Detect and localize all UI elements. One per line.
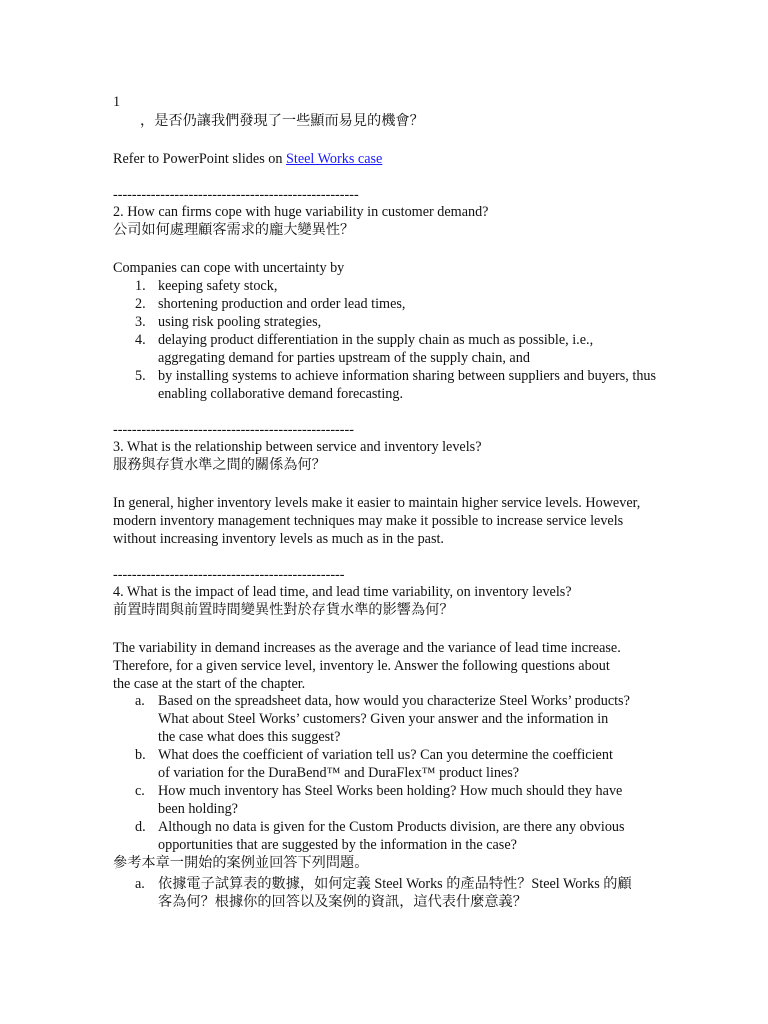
list-letter: c. [135, 783, 145, 799]
list-item-continued: the case what does this suggest? [158, 729, 341, 745]
list-item-continued: been holding? [158, 801, 238, 817]
list-item: delaying product differentiation in the supply chain as much as possible, i.e., [158, 332, 594, 348]
list-item-continued: What about Steel Works’ customers? Given your answer and the information in [158, 711, 609, 727]
list-item: How much inventory has Steel Works been holding? How much should they have [158, 783, 623, 799]
list-letter: a. [135, 693, 145, 709]
page-number: 1 [113, 94, 121, 110]
list-item: What does the coefficient of variation tell us? Can you determine the coefficient [158, 747, 613, 763]
q2-chinese: 公司如何處理顧客需求的龐大變異性？ [113, 222, 355, 238]
list-number: 2. [135, 296, 146, 312]
list-letter: b. [135, 747, 146, 763]
q4-chinese-intro: 參考本章一開始的案例並回答下列問題。 [113, 855, 369, 871]
list-item: by installing systems to achieve information sharing between suppliers and buyers, thus [158, 368, 657, 384]
list-item-continued: opportunities that are suggested by the information in the case? [158, 837, 517, 853]
separator-rule: --------------------------------------------------- [113, 422, 354, 438]
list-item: Although no data is given for the Custom Products division, are there any obvious [158, 819, 625, 835]
list-number: 1. [135, 278, 146, 294]
list-item: shortening production and order lead times, [158, 296, 406, 312]
list-number: 4. [135, 332, 146, 348]
refer-line [113, 150, 382, 168]
q1-chinese-text: ，是否仍讓我們發現了一些顯而易見的機會？ [140, 113, 424, 129]
q4-question: 4. What is the impact of lead time, and lead time variability, on inventory levels? [113, 584, 572, 600]
list-item-continued: 客為何？根據你的回答以及案例的資訊，這代表什麼意義？ [158, 894, 527, 910]
list-item: Based on the spreadsheet data, how would you characterize Steel Works’ products? [158, 693, 630, 709]
list-letter: d. [135, 819, 146, 835]
q4-answer-line: Therefore, for a given service level, inventory le. Answer the following questions about [113, 658, 610, 674]
refer-text: Refer to PowerPoint slides on [113, 151, 286, 167]
separator-rule: ---------------------------------------------------- [113, 187, 359, 203]
q4-answer-line: the case at the start of the chapter. [113, 676, 306, 692]
q3-answer-line: modern inventory management techniques may make it possible to increase service levels [113, 513, 624, 529]
q3-answer-line: In general, higher inventory levels make it easier to maintain higher service levels. However, [113, 495, 641, 511]
q3-question: 3. What is the relationship between service and inventory levels? [113, 439, 482, 455]
separator-rule: ------------------------------------------------- [113, 567, 345, 583]
list-item: keeping safety stock, [158, 278, 278, 294]
q2-intro: Companies can cope with uncertainty by [113, 260, 345, 276]
list-letter: a. [135, 876, 145, 892]
q3-answer-line: without increasing inventory levels as much as in the past. [113, 531, 444, 547]
list-item-continued: aggregating demand for parties upstream of the supply chain, and [158, 350, 530, 366]
list-item: 依據電子試算表的數據，如何定義 Steel Works 的產品特性？Steel Works 的顧 [158, 876, 632, 892]
q3-chinese: 服務與存貨水準之間的關係為何？ [113, 457, 326, 473]
list-number: 5. [135, 368, 146, 384]
q4-answer-line: The variability in demand increases as the average and the variance of lead time increase. [113, 640, 621, 656]
q4-chinese: 前置時間與前置時間變異性對於存貨水準的影響為何？ [113, 602, 454, 618]
list-item-continued: of variation for the DuraBend™ and DuraFlex™ product lines? [158, 765, 520, 781]
list-item-continued: enabling collaborative demand forecasting. [158, 386, 404, 402]
q2-question: 2. How can firms cope with huge variability in customer demand? [113, 204, 489, 220]
steel-works-case-link[interactable]: Steel Works case [286, 151, 383, 167]
list-item: using risk pooling strategies, [158, 314, 322, 330]
list-number: 3. [135, 314, 146, 330]
